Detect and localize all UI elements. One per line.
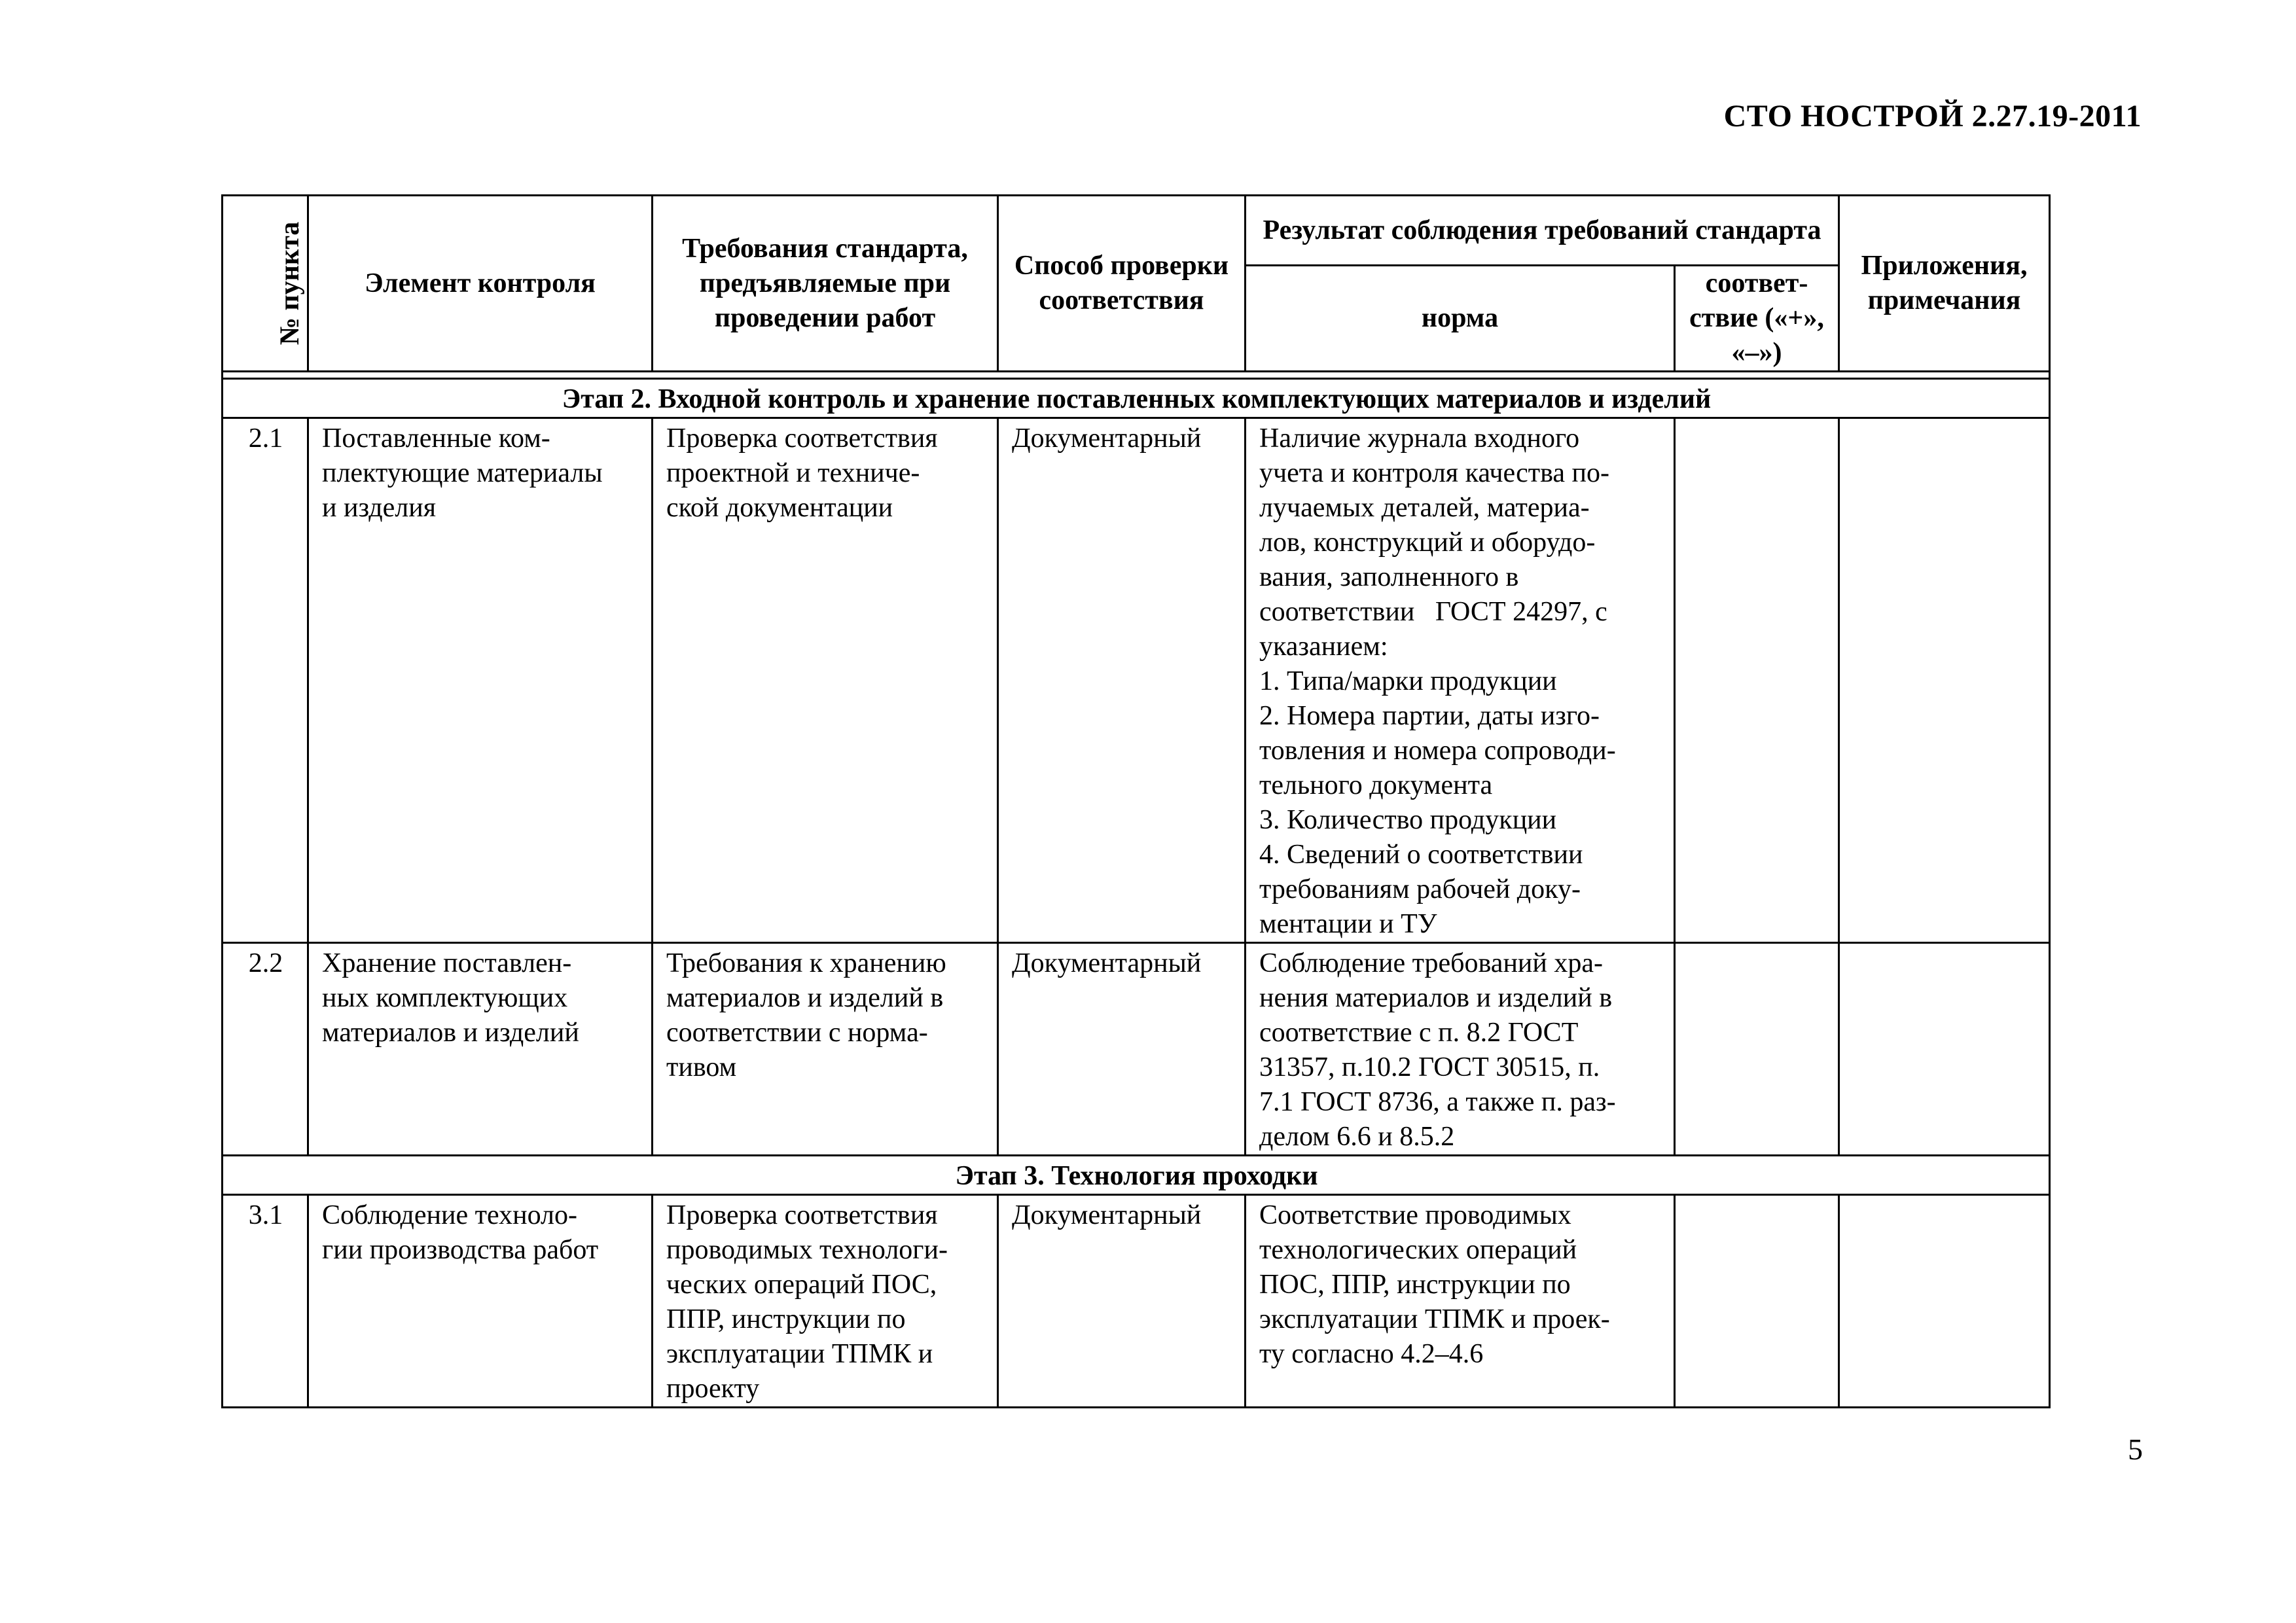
text-line: Хранение поставлен- <box>322 948 572 978</box>
text-line: лучаемых деталей, материа- <box>1259 493 1590 523</box>
row-norm <box>1246 1195 1675 1408</box>
text-line: ПОС, ППР, инструкции по <box>1259 1270 1571 1300</box>
header-norm: норма <box>1246 266 1675 372</box>
stage-row <box>223 379 2050 418</box>
header-method: Способ проверки соответствия <box>998 196 1246 372</box>
text-line: 7.1 ГОСТ 8736, а также п. раз- <box>1259 1087 1616 1117</box>
text-line: указанием: <box>1259 632 1388 662</box>
stage-row <box>223 1156 2050 1195</box>
text-line: гии производства работ <box>322 1235 599 1265</box>
table-row <box>223 1195 2050 1408</box>
header-conformity: соответ- ствие («+», «–») <box>1675 266 1839 372</box>
row-notes <box>1839 1195 2050 1408</box>
header-num <box>223 196 308 372</box>
row-requirements <box>653 943 998 1156</box>
row-notes <box>1839 418 2050 943</box>
text-line: вания, заполненного в <box>1259 562 1519 592</box>
text-line: эксплуатации ТПМК и проек- <box>1259 1304 1610 1334</box>
text-line: Соответствие проводимых <box>1259 1200 1571 1230</box>
text-line: Требования к хранению <box>666 948 946 978</box>
table-row <box>223 943 2050 1156</box>
text-line: нения материалов и изделий в <box>1259 983 1613 1013</box>
text-line: 31357, п.10.2 ГОСТ 30515, п. <box>1259 1052 1600 1082</box>
text-line: Соблюдение требований хра- <box>1259 948 1603 978</box>
text-line: Соблюдение техноло- <box>322 1200 577 1230</box>
separator-cell <box>223 372 2050 379</box>
row-method: Документарный <box>998 1195 1246 1408</box>
row-conformity <box>1675 943 1839 1156</box>
text-line: ментации и ТУ <box>1259 909 1437 939</box>
text-line: 2. Номера партии, даты изго- <box>1259 701 1600 731</box>
row-requirements <box>653 418 998 943</box>
text-line: эксплуатации ТПМК и <box>666 1339 933 1369</box>
text-line: требованиям рабочей доку- <box>1259 874 1581 904</box>
text-line: ческих операций ПОС, <box>666 1270 937 1300</box>
page-number: 5 <box>2128 1433 2143 1466</box>
text-line: материалов и изделий в <box>666 983 944 1013</box>
text-line: лов, конструкций и оборудо- <box>1259 527 1596 558</box>
text-line: проекту <box>666 1374 760 1404</box>
row-conformity <box>1675 418 1839 943</box>
row-element <box>308 943 653 1156</box>
text-line: тельного документа <box>1259 770 1493 800</box>
row-num: 2.2 <box>223 943 308 1156</box>
text-line: Проверка соответствия <box>666 423 938 454</box>
header-num-label: № пункта <box>275 221 306 345</box>
text-line: ных комплектующих <box>322 983 568 1013</box>
text-line: тивом <box>666 1052 737 1082</box>
row-norm <box>1246 418 1675 943</box>
header-row-1 <box>223 196 2050 266</box>
text-line: Проверка соответствия <box>666 1200 938 1230</box>
text-line: плектующие материалы <box>322 458 603 488</box>
text-line: учета и контроля качества по- <box>1259 458 1610 488</box>
row-norm <box>1246 943 1675 1156</box>
stage-2-title: Этап 2. Входной контроль и хранение поставленных комплектующих материалов и изделий <box>223 379 2050 418</box>
document-id: СТО НОСТРОЙ 2.27.19-2011 <box>1723 99 2142 134</box>
header-requirements: Требования стандарта, предъявляемые при проведении работ <box>653 196 998 372</box>
text-line: соответствии с норма- <box>666 1018 928 1048</box>
text-line: ту согласно 4.2–4.6 <box>1259 1339 1484 1369</box>
row-conformity <box>1675 1195 1839 1408</box>
text-line: 3. Количество продукции <box>1259 805 1557 835</box>
row-notes <box>1839 943 2050 1156</box>
text-line: проводимых технологи- <box>666 1235 948 1265</box>
header-notes: Приложения, примечания <box>1839 196 2050 372</box>
row-method: Документарный <box>998 943 1246 1156</box>
text-line: Наличие журнала входного <box>1259 423 1580 454</box>
stage-3-title: Этап 3. Технология проходки <box>223 1156 2050 1195</box>
text-line: ской документации <box>666 493 893 523</box>
text-line: соответствии ГОСТ 24297, с <box>1259 597 1607 627</box>
text-line: соответствие с п. 8.2 ГОСТ <box>1259 1018 1579 1048</box>
text-line: делом 6.6 и 8.5.2 <box>1259 1122 1455 1152</box>
row-requirements <box>653 1195 998 1408</box>
text-line: материалов и изделий <box>322 1018 579 1048</box>
text-line: 1. Типа/марки продукции <box>1259 666 1557 696</box>
text-line: технологических операций <box>1259 1235 1577 1265</box>
header-result-group: Результат соблюдения требований стандарта <box>1246 196 1839 266</box>
header-separator <box>223 372 2050 379</box>
text-line: и изделия <box>322 493 437 523</box>
row-element <box>308 1195 653 1408</box>
text-line: проектной и техниче- <box>666 458 920 488</box>
table-row <box>223 418 2050 943</box>
control-table <box>221 194 2051 1408</box>
row-method: Документарный <box>998 418 1246 943</box>
text-line: товления и номера сопроводи- <box>1259 736 1616 766</box>
header-element: Элемент контроля <box>308 196 653 372</box>
row-num: 2.1 <box>223 418 308 943</box>
text-line: ППР, инструкции по <box>666 1304 906 1334</box>
row-element <box>308 418 653 943</box>
text-line: Поставленные ком- <box>322 423 550 454</box>
row-num: 3.1 <box>223 1195 308 1408</box>
text-line: 4. Сведений о соответствии <box>1259 840 1583 870</box>
